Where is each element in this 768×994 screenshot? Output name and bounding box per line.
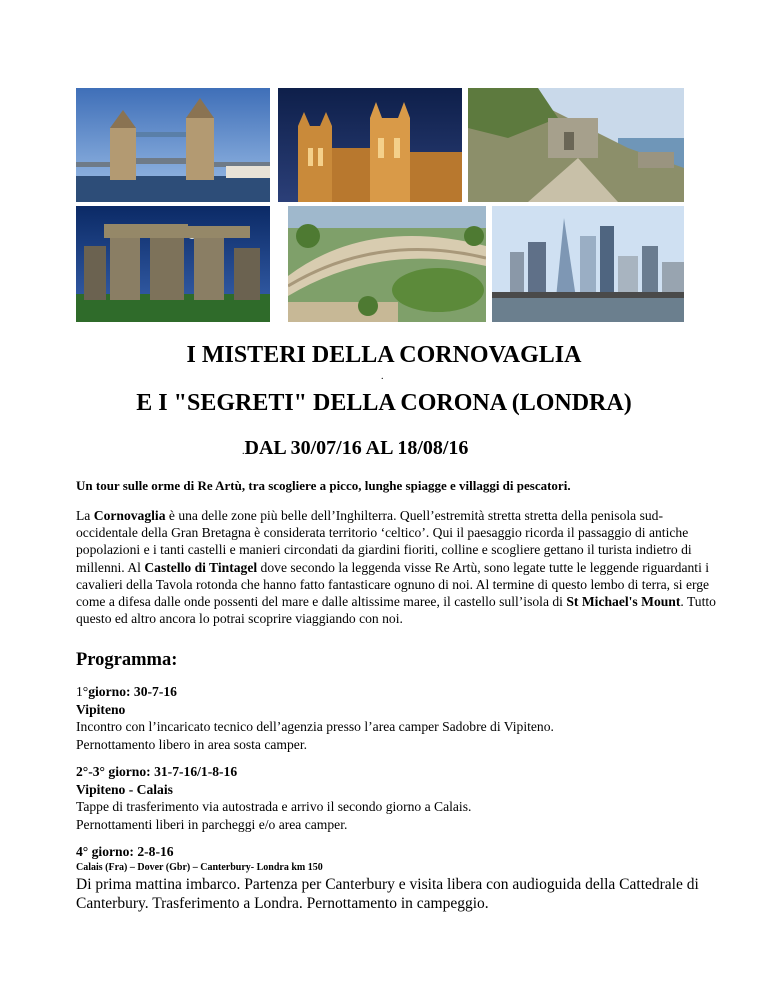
title-separator-dot: .: [381, 371, 384, 382]
dates-prefix: .: [242, 446, 245, 457]
day-line: Pernottamento libero in area sosta camper.: [76, 736, 308, 752]
day-heading: 4° giorno: 2-8-16: [76, 844, 174, 859]
canterbury-cathedral-photo: [278, 88, 462, 202]
day-line: Tappe di trasferimento via autostrada e arrivo il secondo giorno a Calais.: [76, 799, 472, 815]
bath-royal-crescent-photo: [288, 206, 486, 322]
para-text-3: dove secondo la leggenda visse Re Artù, sono legate tutte le leggende riguardanti i cavalieri della Tavola rotonda che hanno fatto fantasticare ognuno di noi. Al termine di questo lembo di terra, si erge come a difesa dalle onde possenti del mare e dalle altissime maree, il castello sull’isola di: [76, 559, 710, 610]
day-entry: [76, 843, 726, 913]
para-bold-cornovaglia: Cornovaglia: [93, 508, 166, 523]
stonehenge-photo: [76, 206, 270, 322]
title-line-1: I MISTERI DELLA CORNOVAGLIA: [186, 342, 582, 368]
tower-bridge-photo: [76, 88, 270, 202]
day-entry: [76, 683, 726, 753]
title-line-2: E I "SEGRETI" DELLA CORONA (LONDRA): [136, 390, 632, 416]
para-bold-tintagel: Castello di Tintagel: [144, 559, 258, 575]
london-skyline-photo: [492, 206, 684, 322]
description-paragraph: [76, 507, 716, 627]
intro-text: Un tour sulle orme di Re Artù, tra scogliere a picco, lunghe spiagge e villaggi di pescatori.: [76, 478, 571, 493]
dates-text: DAL 30/07/16 AL 18/08/16: [244, 437, 469, 459]
tintagel-castle-photo: [468, 88, 684, 202]
para-bold-st-michaels-mount: St Michael's Mount: [566, 594, 681, 610]
day-location: Vipiteno - Calais: [76, 781, 173, 797]
day-entry: [76, 763, 726, 833]
para-text-2: è una delle zone più belle dell’Inghilterra. Quell’estremità stretta stretta della penisola sud-occidentale della Gran Bretagna è considerata territorio ‘celtico’. Qui il paesaggio ricorda il passaggio di antiche popolazioni e i tanti castelli e manieri circondati da giardini fioriti, colline e scogliere gettano il turista indietro di millenni. Al: [76, 508, 692, 575]
day-location: Vipiteno: [76, 701, 126, 717]
day-location: Calais (Fra) – Dover (Gbr) – Canterbury- Londra km 150: [76, 861, 323, 873]
programma-heading: Programma:: [76, 650, 178, 670]
day-heading: giorno: 30-7-16: [88, 684, 177, 699]
para-text-4: . Tutto questo ed altro ancora lo potrai scoprire viaggiando con noi.: [76, 594, 716, 627]
day-line: Pernottamenti liberi in parcheggi e/o area camper.: [76, 816, 348, 832]
tour-dates: [242, 437, 468, 460]
day-prefix: 1°: [76, 684, 89, 699]
day-line: Incontro con l’incaricato tecnico dell’agenzia presso l’area camper Sadobre di Vipiteno.: [76, 719, 554, 735]
day-line: Di prima mattina imbarco. Partenza per Canterbury e visita libera con audioguida della Cattedrale di Canterbury. Trasferimento a Londra. Pernottamento in campeggio.: [76, 875, 699, 912]
day-heading: 2°-3° giorno: 31-7-16/1-8-16: [76, 764, 238, 779]
photo-mosaic: [76, 88, 684, 322]
para-text-1: La: [76, 508, 94, 523]
